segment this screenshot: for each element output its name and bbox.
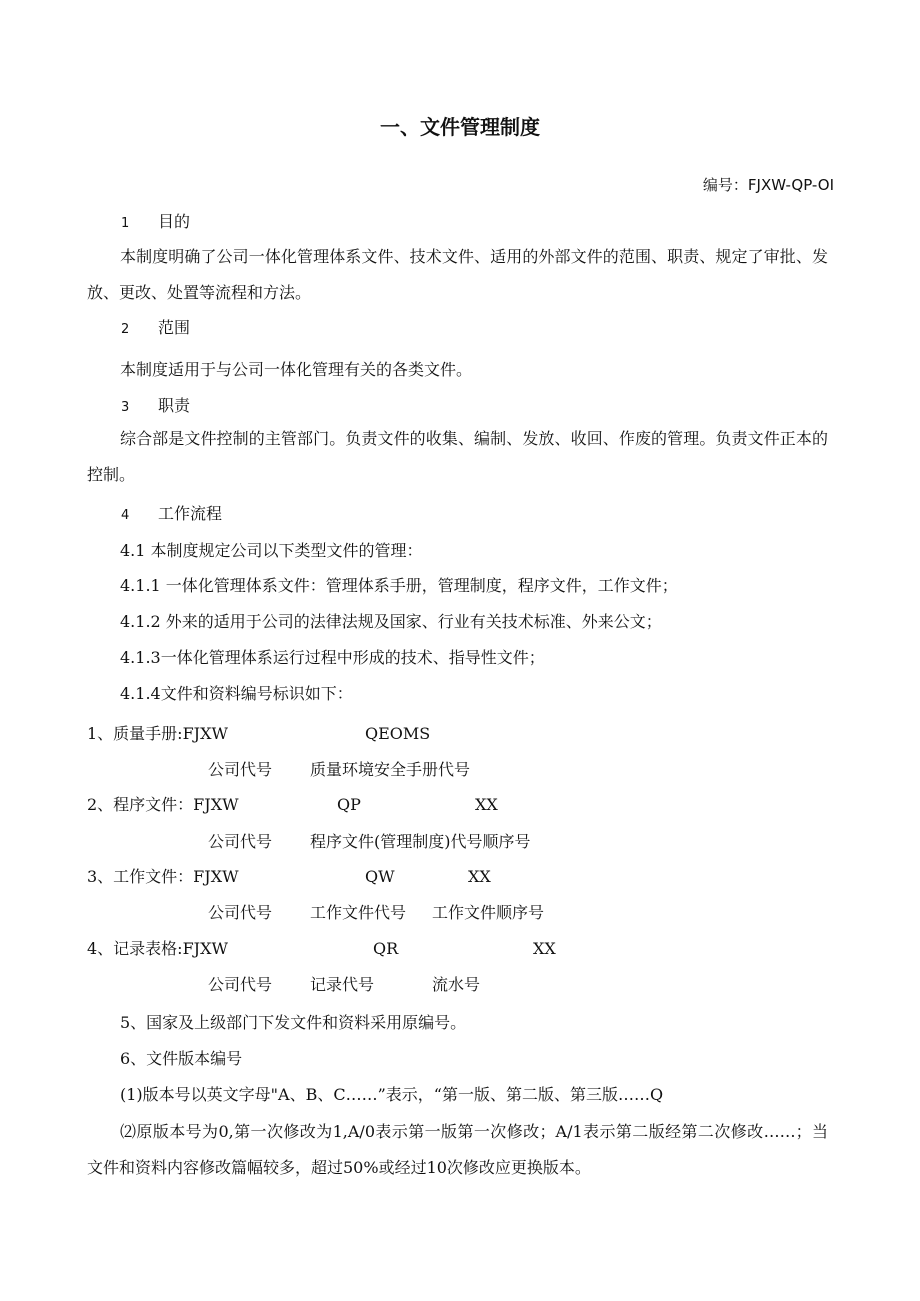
section-title-workflow: 工作流程 [158, 504, 223, 523]
code-row-label: 2、程序文件：FJXW [87, 795, 239, 814]
code-row-label: 3、工作文件：FJXW [87, 867, 239, 886]
workflow-item-4-1-4: 4.1.4文件和资料编号标识如下： [120, 684, 353, 703]
document-title: 一、文件管理制度 [380, 115, 540, 139]
code-value: XX [533, 939, 556, 958]
code-desc: 质量环境安全手册代号 [310, 760, 471, 779]
section-title-purpose: 目的 [158, 212, 191, 231]
code-value: QP [337, 795, 361, 814]
item-6-1: (1)版本号以英文字母"A、B、C……”表示，“第一版、第二版、第三版……Q [120, 1085, 664, 1104]
code-value: QR [373, 939, 399, 958]
paragraph-purpose: 本制度明确了公司一体化管理体系文件、技术文件、适用的外部文件的范围、职责、规定了审批、发放、更改、处置等流程和方法。 [87, 247, 828, 302]
code-desc: 工作文件代号 [310, 903, 407, 922]
workflow-item-4-1: 4.1 本制度规定公司以下类型文件的管理： [120, 541, 423, 560]
code-desc: 流水号 [432, 975, 481, 994]
item-6-2: ⑵原版本号为0,第一次修改为1,A/0表示第一版第一次修改；A/1表示第二版经第二次修改……；当文件和资料内容修改篇幅较多，超过50%或经过10次修改应更换版本。 [87, 1122, 828, 1177]
code-desc: 公司代号 [208, 832, 273, 851]
section-title-scope: 范围 [158, 318, 191, 337]
code-desc: 记录代号 [310, 975, 375, 994]
code-desc: 公司代号 [208, 903, 273, 922]
code-row-label: 4、记录表格:FJXW [87, 939, 228, 958]
code-row-label: 1、质量手册:FJXW [87, 724, 228, 743]
code-desc: 工作文件顺序号 [432, 903, 545, 922]
workflow-item-4-1-2: 4.1.2 外来的适用于公司的法律法规及国家、行业有关技术标准、外来公文； [120, 612, 662, 631]
document-number: 编号：FJXW-QP-OI [702, 176, 834, 194]
code-value: QEOMS [365, 724, 431, 743]
workflow-item-4-1-3: 4.1.3一体化管理体系运行过程中形成的技术、指导性文件； [120, 648, 545, 667]
paragraph-duty: 综合部是文件控制的主管部门。负责文件的收集、编制、发放、收回、作废的管理。负责文件正本的控制。 [87, 429, 828, 484]
section-number: 1 [121, 216, 130, 231]
item-5: 5、国家及上级部门下发文件和资料采用原编号。 [120, 1013, 467, 1032]
item-6: 6、文件版本编号 [120, 1049, 243, 1068]
paragraph-scope: 本制度适用于与公司一体化管理有关的各类文件。 [120, 360, 473, 379]
code-value: XX [475, 795, 498, 814]
section-number: 4 [121, 508, 130, 523]
section-number: 3 [121, 400, 130, 415]
code-value: XX [468, 867, 491, 886]
code-desc: 程序文件(管理制度)代号顺序号 [310, 832, 531, 851]
section-title-duty: 职责 [158, 396, 191, 415]
code-value: QW [365, 867, 395, 886]
code-desc: 公司代号 [208, 760, 273, 779]
code-desc: 公司代号 [208, 975, 273, 994]
workflow-item-4-1-1: 4.1.1 一体化管理体系文件：管理体系手册，管理制度，程序文件，工作文件； [120, 576, 678, 595]
section-number: 2 [121, 322, 130, 337]
